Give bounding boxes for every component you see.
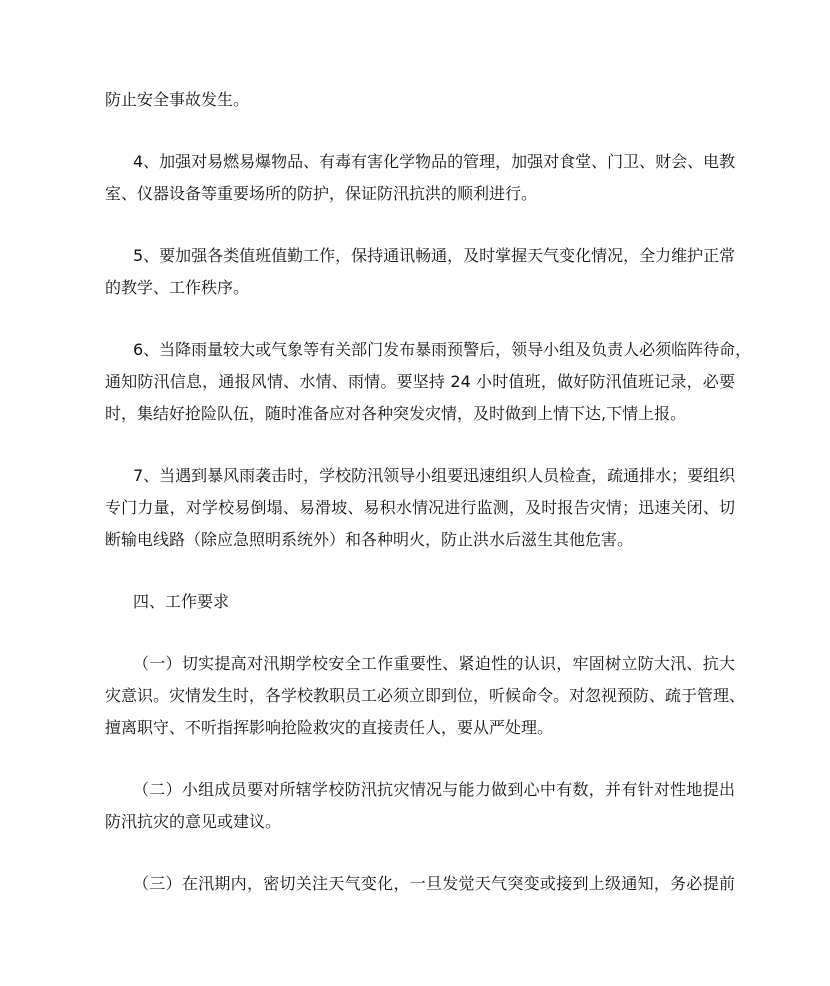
paragraph-4 bbox=[105, 146, 735, 210]
paragraph-7-line: 7、当遇到暴风雨袭击时，学校防汛领导小组要迅速组织人员检查，疏通排水；要组织 bbox=[133, 466, 736, 485]
requirement-2 bbox=[105, 774, 735, 838]
requirement-2-line: （二）小组成员要对所辖学校防汛抗灾情况与能力做到心中有数，并有针对性地提出 bbox=[133, 780, 735, 799]
section-4 bbox=[105, 586, 735, 618]
requirement-1-line: 灾意识。灾情发生时，各学校教职员工必须立即到位，听候命令。对忽视预防、疏于管理、 bbox=[105, 686, 746, 705]
requirement-3 bbox=[105, 868, 735, 900]
paragraph-7-line: 断输电线路（除应急照明系统外）和各种明火，防止洪水后滋生其他危害。 bbox=[105, 530, 634, 549]
section-heading: 四、工作要求 bbox=[133, 592, 230, 611]
paragraph-5-line: 的教学、工作秩序。 bbox=[105, 278, 250, 297]
paragraph-0 bbox=[105, 84, 735, 116]
requirement-2-line: 防汛抗灾的意见或建议。 bbox=[105, 812, 282, 831]
paragraph-5-line: 5、要加强各类值班值勤工作，保持通讯畅通，及时掌握天气变化情况，全力维护正常 bbox=[133, 246, 736, 265]
requirement-1-line: （一）切实提高对汛期学校安全工作重要性、紧迫性的认识，牢固树立防大汛、抗大 bbox=[133, 654, 735, 673]
paragraph-6 bbox=[105, 334, 752, 430]
paragraph-5 bbox=[105, 240, 735, 304]
paragraph-6-line: 时，集结好抢险队伍，随时准备应对各种突发灾情，及时做到上情下达,下情上报。 bbox=[105, 404, 687, 423]
paragraph-4-line: 4、加强对易燃易爆物品、有毒有害化学物品的管理，加强对食堂、门卫、财会、电教 bbox=[133, 152, 736, 171]
requirement-1-line: 擅离职守、不听指挥影响抢险救灾的直接责任人，要从严处理。 bbox=[105, 718, 554, 737]
paragraph-7 bbox=[105, 460, 735, 556]
paragraph-6-line: 通知防汛信息，通报风情、水情、雨情。要坚持 24 小时值班，做好防汛值班记录，必要 bbox=[105, 372, 735, 391]
requirement-1 bbox=[105, 648, 746, 744]
paragraph-4-line: 室、仪器设备等重要场所的防护，保证防汛抗洪的顺利进行。 bbox=[105, 184, 538, 203]
paragraph-7-line: 专门力量，对学校易倒塌、易滑坡、易积水情况进行监测，及时报告灾情；迅速关闭、切 bbox=[105, 498, 735, 517]
requirement-3-line: （三）在汛期内，密切关注天气变化，一旦发觉天气突变或接到上级通知，务必提前 bbox=[133, 874, 735, 893]
paragraph-6-line: 6、当降雨量较大或气象等有关部门发布暴雨预警后，领导小组及负责人必须临阵待命， bbox=[133, 340, 752, 359]
paragraph-line: 防止安全事故发生。 bbox=[105, 90, 250, 109]
